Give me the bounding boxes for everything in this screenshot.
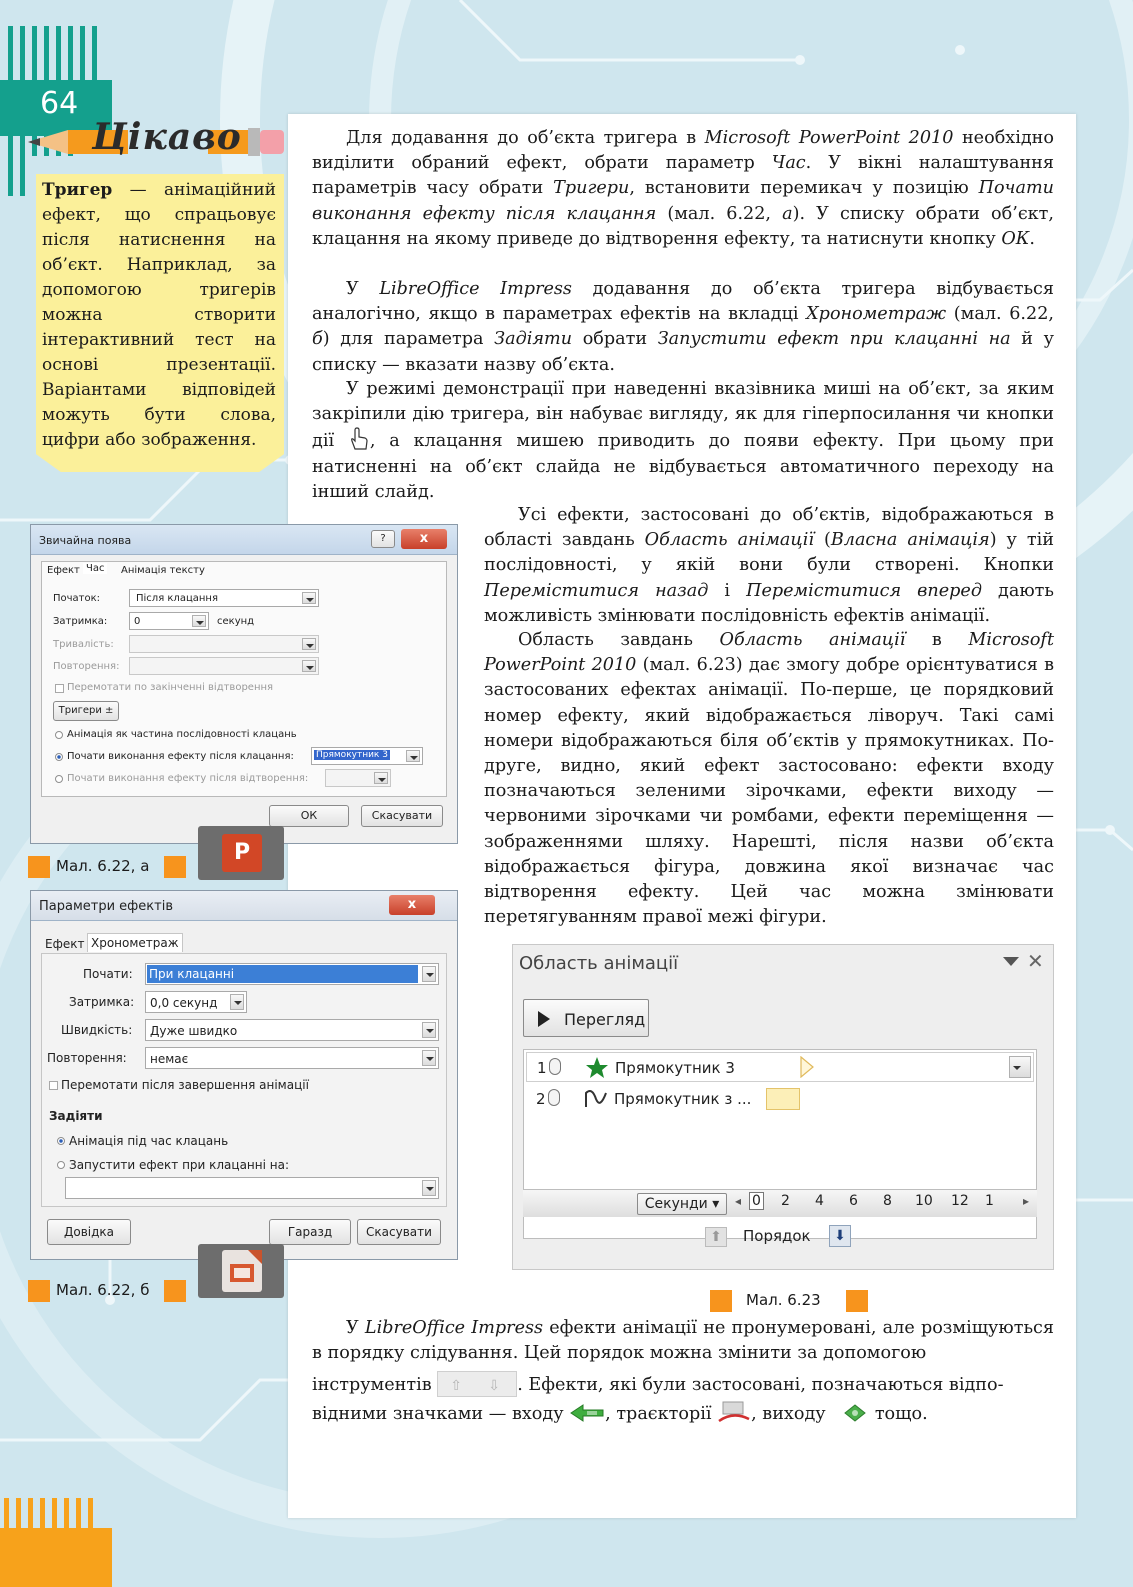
animation-pane	[512, 944, 1054, 1270]
text-segment: Усі ефекти, застосовані до об’єктів, відображаються в області завдань	[484, 505, 1054, 551]
move-down-icon[interactable]: ⬇	[829, 1225, 851, 1247]
text-segment: Запустити ефект при клацанні на	[657, 329, 1011, 350]
duration-label: Тривалість:	[53, 639, 114, 650]
caption-a-marker	[28, 856, 50, 878]
close-button[interactable]: x	[389, 895, 435, 915]
arrow-up-icon: ⇧	[450, 1378, 462, 1394]
speed-label: Швидкість:	[61, 1023, 133, 1037]
radio-start-after-play[interactable]	[55, 775, 63, 783]
order-label: Порядок	[743, 1227, 811, 1245]
duration-select[interactable]	[129, 635, 319, 653]
text-segment: (	[813, 530, 831, 551]
tick-label: 6	[849, 1193, 858, 1209]
tab-timing[interactable]: Час	[83, 563, 107, 574]
text-segment: (мал. 6.22,	[656, 203, 783, 224]
text-segment: Область анімації	[644, 530, 814, 551]
text-segment: в	[905, 630, 969, 650]
motion-path-icon	[717, 1399, 751, 1425]
chevron-down-icon	[374, 772, 388, 784]
radio-start-on-click[interactable]	[55, 753, 63, 761]
motion-path-icon	[584, 1089, 608, 1109]
caption-b-marker	[28, 1280, 50, 1302]
text-segment: Хронометраж	[806, 304, 947, 325]
hand-cursor-icon	[348, 427, 370, 451]
text-segment: (мал. 6.23) дає змогу добре орієнтуватися в застосованих ефектах анімації. По-перше, це порядковий номер ефекту, який відображається ліворуч. Такі самі номери відображаються біля об’єктів у прямокутниках. По-друге, видно, який ефект застосовано: ефекти входу позначаються зеленими зірочками, ефекти виходу — червоними зірочками чи ромбами, ефекти переміщення — зображеннями шляху. Нарешті, після назви об’єкта відображається фігура, довжина якої визначає час відтворення ефекту. Цей час можна змінювати перетягуванням правої межі фігури.	[484, 655, 1054, 928]
dialog-fade-effect	[30, 524, 458, 844]
rewind-label: Перемотати по закінченні відтворення	[67, 682, 274, 693]
text-segment: LibreOffice Impress	[379, 279, 572, 299]
text-segment: а	[782, 203, 793, 224]
start-label: Почати:	[83, 967, 133, 981]
paragraph-6-line-4: відними значками — входу , траєкторії , виходу тощо.	[312, 1399, 1054, 1427]
text-segment: Час	[771, 153, 806, 174]
text-segment: .	[1029, 228, 1035, 249]
caption-a-marker-right	[164, 856, 186, 878]
start-select[interactable]: При клацанні	[145, 963, 439, 985]
text-segment: Власна анімація	[830, 530, 990, 551]
text-segment: Microsoft PowerPoint 2010	[704, 128, 954, 148]
pane-options-icon[interactable]	[1003, 957, 1019, 966]
text-segment: й у списку — вказати назву об’єкта.	[312, 329, 1054, 375]
sidebar-note-text	[42, 178, 276, 453]
page-number: 64	[40, 86, 79, 121]
seconds-dropdown[interactable]: Секунди ▾	[637, 1193, 727, 1215]
arrow-down-icon: ⇩	[488, 1378, 500, 1394]
entrance-effect-icon	[569, 1402, 605, 1424]
move-up-down-tools	[437, 1371, 517, 1397]
spinner-icon[interactable]	[192, 615, 206, 627]
cancel-button[interactable]: Скасувати	[357, 1219, 441, 1245]
trigger-object-select[interactable]	[65, 1177, 439, 1199]
radio-start-on-click-label: Запустити ефект при клацанні на:	[69, 1158, 290, 1172]
tick-label: 8	[883, 1193, 892, 1209]
dialog-a-title: Звичайна поява	[39, 534, 132, 547]
text-segment: необхідно виділити обраний ефект, обрати параметр	[312, 128, 1054, 174]
list-item[interactable]: 1 Прямокутник 3	[526, 1052, 1034, 1082]
delay-label: Затримка:	[53, 616, 108, 627]
text-segment: б	[312, 329, 323, 350]
caption-c-marker	[710, 1290, 732, 1312]
text-segment: Переміститися назад	[484, 580, 709, 601]
repeat-label: Повторення:	[47, 1051, 127, 1065]
exit-effect-icon	[841, 1402, 869, 1424]
text-segment: ) для параметра	[322, 329, 495, 350]
tab-text-animation[interactable]: Анімація тексту	[121, 565, 205, 576]
text-segment: ефекти анімації не пронумеровані, але розміщуються в порядку слідування. Цей порядок можна змінити за допомогою	[312, 1318, 1054, 1364]
impress-icon	[222, 1250, 262, 1292]
caption-c: Мал. 6.23	[746, 1291, 821, 1309]
radio-click-sequence-label: Анімація як частина послідовності клацань	[67, 729, 297, 740]
ok-button[interactable]: ОК	[269, 805, 349, 827]
radio-click-sequence-label: Анімація під час клацань	[69, 1134, 229, 1148]
chevron-down-icon	[422, 966, 436, 982]
entrance-star-icon	[585, 1056, 609, 1080]
delay-input[interactable]: 0,0 секунд	[145, 991, 247, 1013]
delay-unit: секунд	[217, 616, 255, 627]
close-icon[interactable]: ✕	[1027, 949, 1044, 973]
move-up-icon[interactable]: ⬆	[705, 1227, 727, 1247]
paragraph-5	[484, 628, 1054, 930]
chevron-down-icon	[422, 1022, 436, 1038]
start-select[interactable]: Після клацання	[129, 589, 319, 607]
dialog-a-titlebar	[31, 525, 457, 555]
text-segment: Тригери	[553, 178, 630, 199]
animation-pane-title: Область анімації	[519, 953, 679, 974]
text-segment: Для додавання до об’єкта тригера в	[346, 128, 705, 148]
caption-b: Мал. 6.22, б	[56, 1281, 150, 1299]
list-item[interactable]: 2 Прямокутник з ...	[526, 1084, 1034, 1114]
repeat-select[interactable]: немає	[145, 1047, 439, 1069]
preview-button[interactable]: Перегляд	[523, 999, 649, 1037]
chevron-down-icon	[302, 592, 316, 604]
text-segment: ОК	[1001, 228, 1030, 249]
text-segment: Почати виконання ефекту після клацання	[312, 178, 1054, 224]
text-segment: У	[346, 279, 380, 299]
trigger-object-select[interactable]: Прямокутник 3	[311, 747, 423, 765]
text-segment: Microsoft PowerPoint 2010	[484, 630, 1055, 676]
text-segment: і	[708, 580, 747, 601]
chevron-down-icon	[422, 1180, 436, 1196]
after-play-select[interactable]	[325, 769, 391, 787]
delay-input[interactable]: 0	[129, 612, 209, 630]
caption-a: Мал. 6.22, а	[56, 857, 150, 875]
sidebar-term: Тригер	[42, 180, 113, 200]
tab-effect[interactable]: Ефект	[47, 565, 80, 576]
tick-label: 12	[951, 1193, 969, 1209]
speed-select[interactable]: Дуже швидко	[145, 1019, 439, 1041]
trigger-heading: Задіяти	[49, 1109, 103, 1123]
text-segment: Область анімації	[719, 630, 906, 650]
help-button[interactable]: Довідка	[47, 1219, 131, 1245]
help-button[interactable]: ?	[371, 530, 395, 548]
dialog-effect-options	[30, 890, 458, 1260]
start-label: Початок:	[53, 593, 101, 604]
text-segment: ) у тій послідовності, у якій вони були створені. Кнопки	[484, 530, 1054, 576]
scroll-left-icon[interactable]: ◂	[735, 1194, 742, 1208]
text-segment: . У вікні налаштування параметрів часу обрати	[312, 153, 1054, 199]
chevron-down-icon	[406, 750, 420, 762]
radio-start-after-play-label: Почати виконання ефекту після відтворення:	[67, 773, 309, 784]
scroll-right-icon[interactable]: ▸	[1023, 1194, 1030, 1208]
play-icon	[538, 1011, 550, 1027]
paragraph-6	[312, 1316, 1054, 1366]
text-segment: Переміститися вперед	[746, 580, 982, 601]
paragraph-3: У режимі демонстрації при наведенні вказівника миші на об’єкт, за яким закріпили дію тригера, він набуває вигляду, як для гіперпосилання чи кнопки дії , а клацання мишею приводить до появи ефекту. При цьому при натисненні на об’єкт слайда не відбувається автоматичного переходу на інший слайд.	[312, 379, 1054, 502]
text-segment: ). У списку обрати об’єкт, клацання на якому приведе до відтворення ефекту, та натиснути кнопку	[312, 203, 1054, 249]
radio-start-on-click-label: Почати виконання ефекту після клацання:	[67, 751, 294, 762]
cancel-button[interactable]: Скасувати	[361, 805, 443, 827]
impress-icon-box	[198, 1244, 284, 1298]
timeline-ruler	[523, 1189, 1037, 1217]
text-segment: Область завдань	[518, 630, 720, 650]
tick-label: 2	[781, 1193, 790, 1209]
paragraph-2	[312, 277, 1054, 378]
rewind-checkbox[interactable]	[49, 1081, 58, 1090]
paragraph-1	[312, 126, 1054, 252]
text-segment: , встановити перемикач у позицію	[629, 178, 979, 199]
chevron-down-icon	[422, 1050, 436, 1066]
text-segment: LibreOffice Impress	[364, 1318, 544, 1338]
paragraph-4	[484, 503, 1054, 629]
close-button[interactable]: x	[401, 529, 447, 549]
text-segment: дають можливість змінювати послідовність ефектів анімації.	[484, 580, 1054, 626]
tab-timing[interactable]: Хронометраж	[87, 933, 183, 952]
radio-click-sequence[interactable]	[57, 1137, 65, 1145]
rewind-label: Перемотати після завершення анімації	[61, 1078, 309, 1092]
spinner-icon[interactable]	[230, 994, 244, 1010]
chevron-down-icon	[302, 660, 316, 672]
text-segment: (мал. 6.22,	[946, 304, 1055, 325]
chevron-down-icon[interactable]	[1009, 1056, 1031, 1078]
delay-label: Затримка:	[69, 995, 135, 1009]
powerpoint-icon-box	[198, 826, 284, 880]
bottom-stripes-decoration	[0, 1498, 112, 1587]
radio-click-sequence[interactable]	[55, 731, 63, 739]
repeat-label: Повторення:	[53, 661, 120, 672]
mouse-icon	[549, 1058, 561, 1075]
rewind-checkbox[interactable]	[55, 684, 64, 693]
tick-label: 10	[915, 1193, 933, 1209]
tick-label: 1	[985, 1193, 994, 1209]
tick-label: 4	[815, 1193, 824, 1209]
ok-button[interactable]: Гаразд	[269, 1219, 351, 1245]
tick-label: 0	[749, 1192, 764, 1210]
text-segment: Задіяти	[494, 329, 573, 350]
repeat-select[interactable]	[129, 657, 319, 675]
timeline-bar[interactable]	[766, 1088, 800, 1110]
dialog-b-titlebar	[31, 891, 457, 921]
caption-c-marker-right	[846, 1290, 868, 1312]
chevron-down-icon	[302, 638, 316, 650]
timeline-bar[interactable]	[799, 1056, 815, 1078]
powerpoint-icon: P	[222, 834, 262, 872]
sidebar-heading: Цікаво	[92, 116, 242, 158]
text-segment: додавання до об’єкта тригера відбувається аналогічно, якщо в параметрах ефектів на вкладці	[312, 279, 1055, 325]
caption-b-marker-right	[164, 1280, 186, 1302]
sidebar-definition: — анімаційний ефект, що спрацьовує після натиснення на об’єкт. Наприклад, за допомогою тригерів можна створити інтерактивний тест на основі презентації. Варіантами відповідей можуть бути слова, цифри або зображення.	[42, 180, 276, 450]
radio-start-on-click[interactable]	[57, 1161, 65, 1169]
dialog-b-title: Параметри ефектів	[39, 899, 173, 914]
triggers-button[interactable]: Тригери ±	[53, 701, 119, 721]
paragraph-6-line-3: інструментів ⇧ ⇩ . Ефекти, які були застосовані, позначаються відпо-	[312, 1371, 1054, 1398]
text-segment: У	[346, 1318, 365, 1338]
mouse-icon	[548, 1089, 560, 1106]
text-segment: обрати	[572, 329, 658, 350]
tab-effect[interactable]: Ефект	[45, 937, 85, 951]
